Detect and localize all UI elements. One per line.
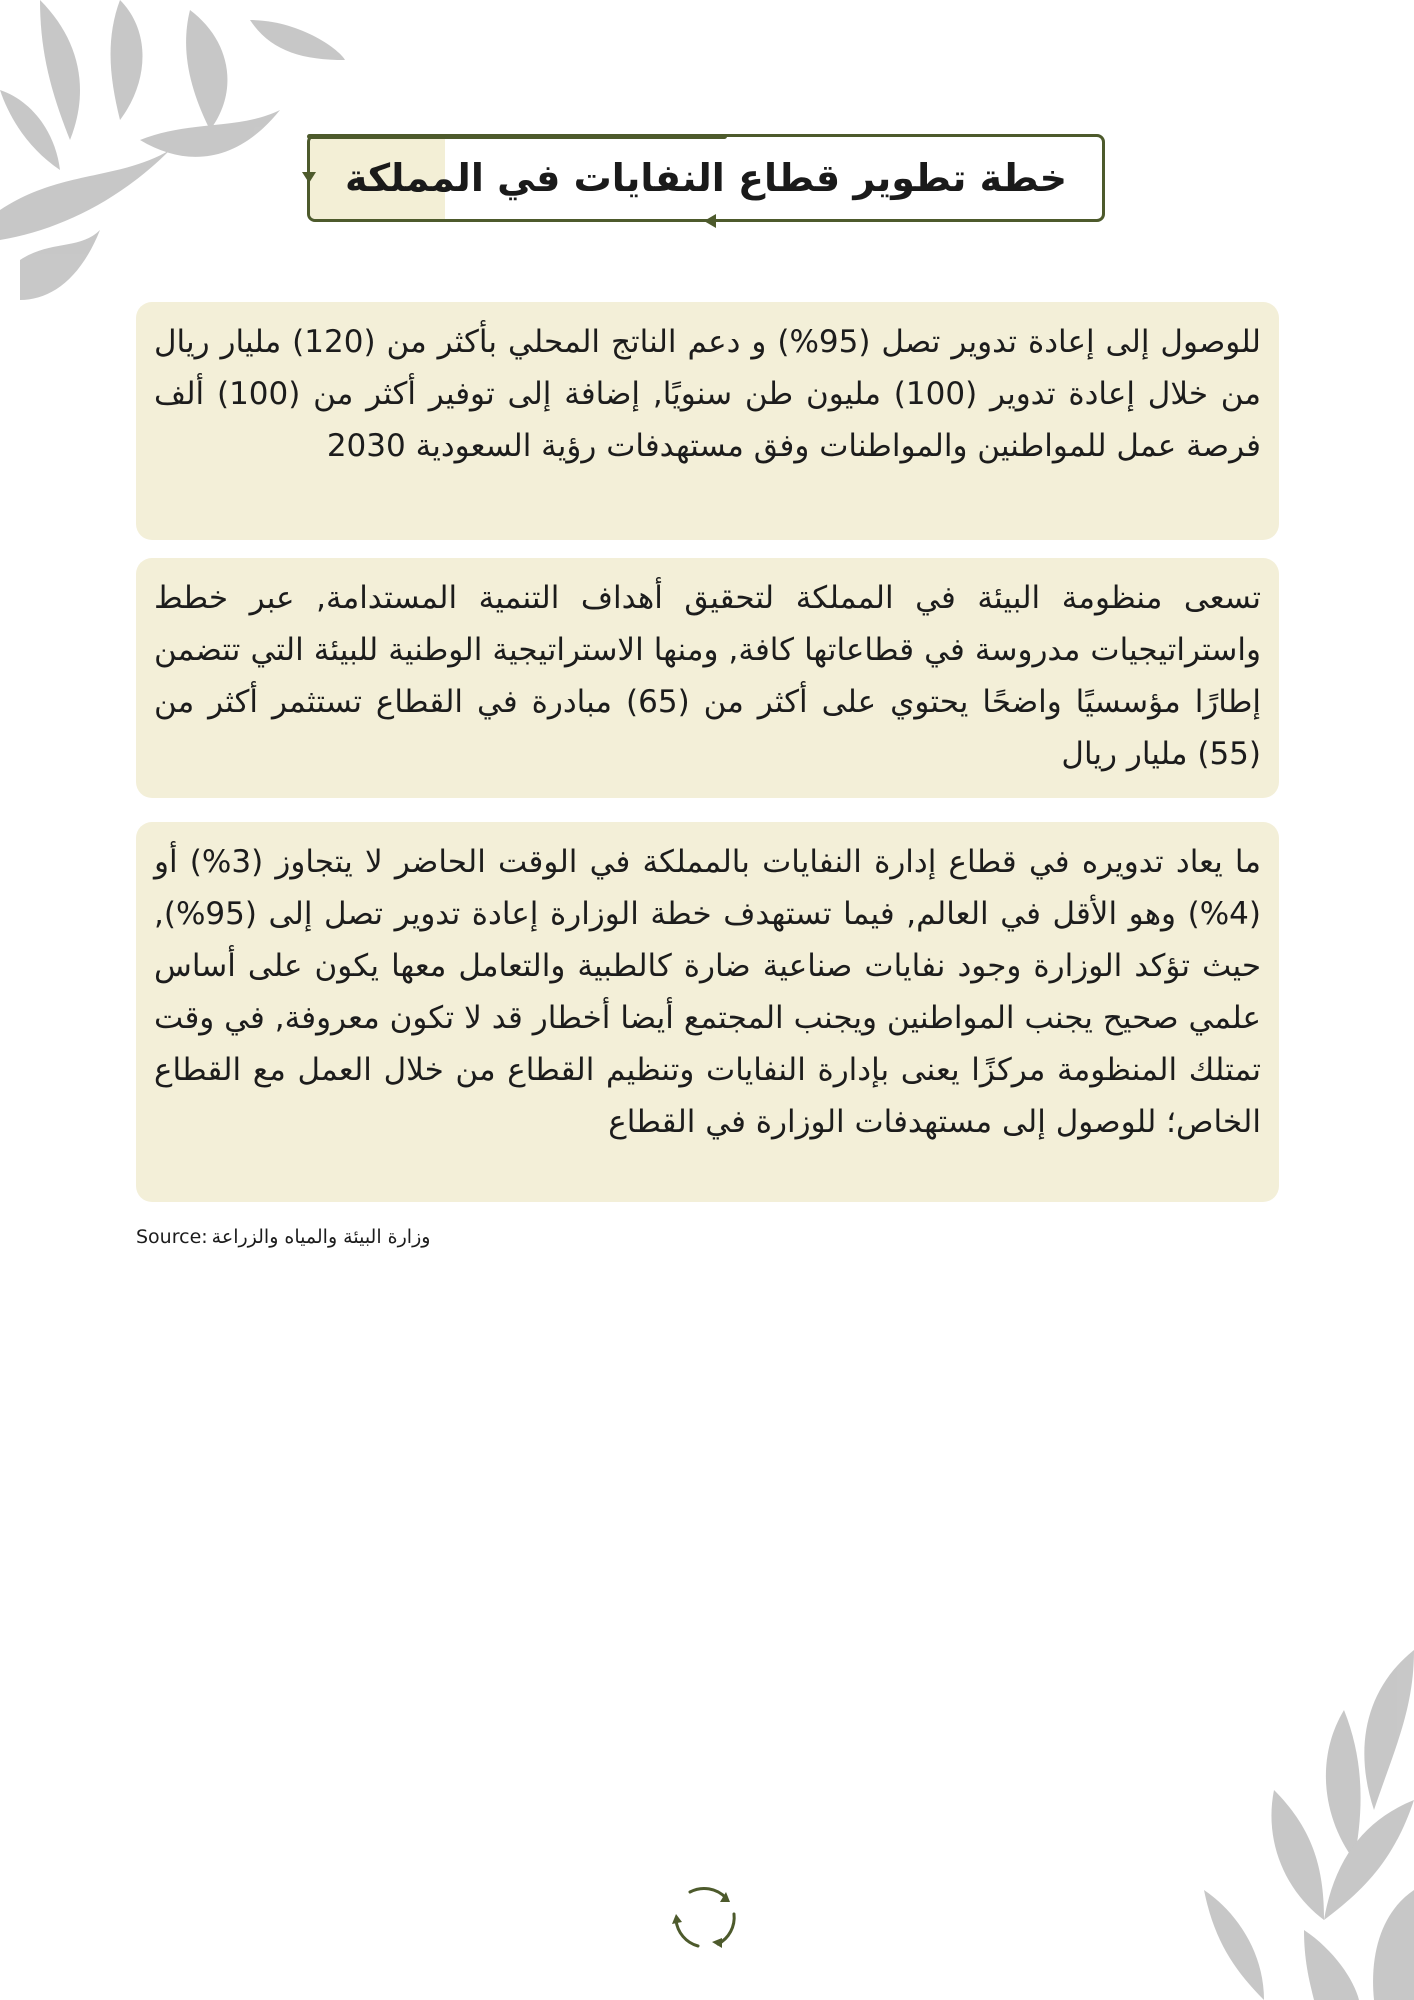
paragraph-card: تسعى منظومة البيئة في المملكة لتحقيق أهداف التنمية المستدامة, عبر خطط واستراتيجيات مدروسة في قطاعاتها كافة, ومنها الاستراتيجية الوطنية للبيئة التي تتضمن إطارًا مؤسسيًا واضحًا يحتوي على أكثر من (65) مبادرة في القطاع تستثمر أكثر من (55) مليار ريال [136,558,1279,798]
arrow-marker-icon [302,172,316,183]
source-text: وزارة البيئة والمياه والزراعة [211,1226,431,1248]
title-banner [307,134,1105,222]
paragraph-card: ما يعاد تدويره في قطاع إدارة النفايات بالمملكة في الوقت الحاضر لا يتجاوز (3%) أو (4%) وهو الأقل في العالم, فيما تستهدف خطة الوزارة إعادة تدوير تصل إلى (95%), حيث تؤكد الوزارة وجود نفايات صناعية ضارة كالطبية والتعامل معها يكون على أساس علمي صحيح يجنب المواطنين ويجنب المجتمع أيضا أخطار قد لا تكون معروفة, في وقت تمتلك المنظومة مركزًا يعنى بإدارة النفايات وتنظيم القطاع من خلال العمل مع القطاع الخاص؛ للوصول إلى مستهدفات الوزارة في القطاع [136,822,1279,1202]
recycle-icon [668,1880,742,1954]
source-line [136,1226,430,1248]
paragraph-card: للوصول إلى إعادة تدوير تصل (95%) و دعم الناتج المحلي بأكثر من (120) مليار ريال من خلال إعادة تدوير (100) مليون طن سنويًا, إضافة إلى توفير أكثر من (100) ألف فرصة عمل للمواطنين والمواطنات وفق مستهدفات رؤية السعودية 2030 [136,302,1279,540]
title-accent-bar [307,134,727,139]
source-label: Source: [136,1226,208,1248]
arrow-marker-icon [704,214,716,228]
page-title: خطة تطوير قطاع النفايات في المملكة [344,156,1068,200]
leaves-shadow-icon [1114,1630,1414,2000]
